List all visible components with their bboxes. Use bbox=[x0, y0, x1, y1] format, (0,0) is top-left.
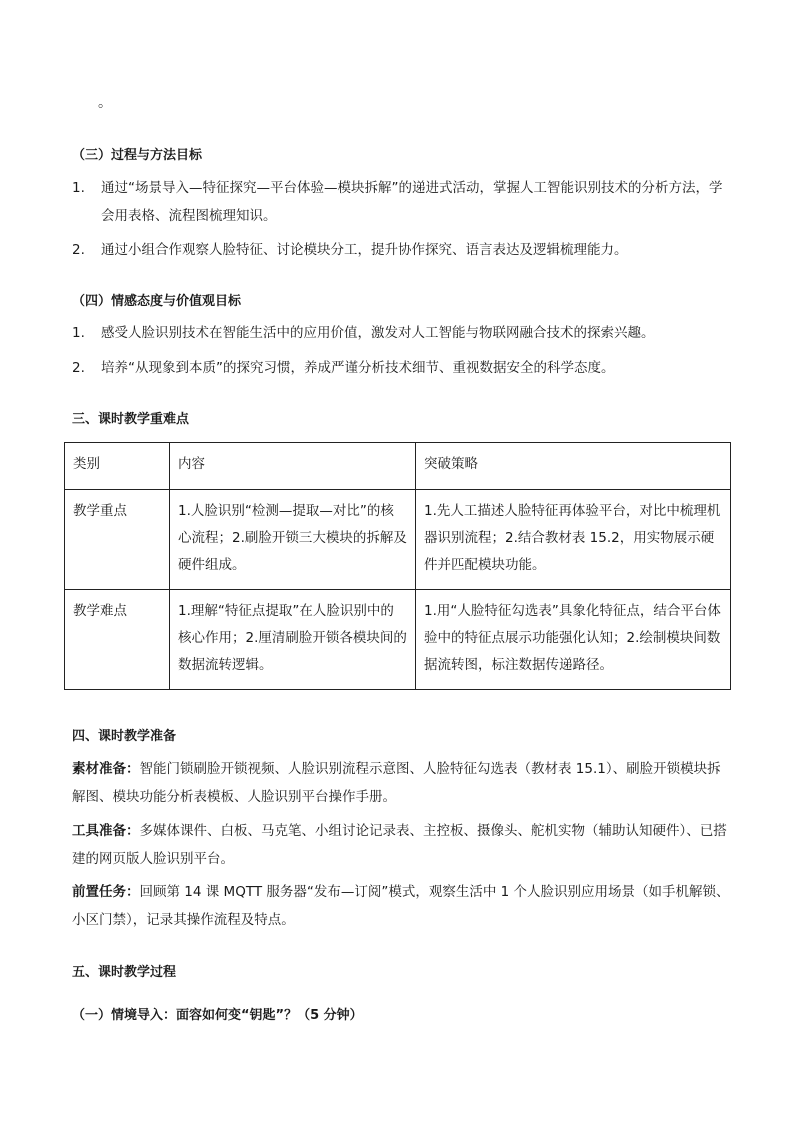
part-3-heading: 三、课时教学重难点 bbox=[72, 412, 190, 427]
key-points-table bbox=[64, 442, 731, 690]
table-cell-category: 教学难点 bbox=[65, 590, 170, 690]
table-cell-strategy: 1.先人工描述人脸特征再体验平台，对比中梳理机器识别流程；2.结合教材表 15.2，用实物展示硬件并匹配模块功能。 bbox=[416, 490, 731, 590]
table-header-category: 类别 bbox=[65, 443, 170, 490]
section-4-heading: （四）情感态度与价值观目标 bbox=[72, 294, 242, 309]
list-text: 培养“从现象到本质”的探究习惯，养成严谨分析技术细节、重视数据安全的科学态度。 bbox=[101, 360, 615, 376]
list-text: 通过“场景导入—特征探究—平台体验—模块拆解”的递进式活动，掌握人工智能识别技术的分析方法，学会用表格、流程图梳理知识。 bbox=[101, 180, 723, 224]
paragraph-label: 工具准备： bbox=[72, 823, 140, 839]
table-header-strategy: 突破策略 bbox=[416, 443, 731, 490]
paragraph-label: 素材准备： bbox=[72, 761, 140, 777]
list-item bbox=[72, 354, 732, 382]
table-header-row bbox=[65, 443, 731, 490]
paragraph-label: 前置任务： bbox=[72, 884, 140, 900]
table-row bbox=[65, 490, 731, 590]
table-cell-content: 1.人脸识别“检测—提取—对比”的核心流程；2.刷脸开锁三大模块的拆解及硬件组成。 bbox=[170, 490, 416, 590]
list-number: 1. bbox=[72, 180, 85, 196]
list-item bbox=[72, 174, 732, 230]
paragraph-text: 回顾第 14 课 MQTT 服务器“发布—订阅”模式，观察生活中 1 个人脸识别应用场景（如手机解锁、小区门禁），记录其操作流程及特点。 bbox=[72, 884, 730, 928]
table-cell-strategy: 1.用“人脸特征勾选表”具象化特征点，结合平台体验中的特征点展示功能强化认知；2.绘制模块间数据流转图，标注数据传递路径。 bbox=[416, 590, 731, 690]
paragraph-text: 多媒体课件、白板、马克笔、小组讨论记录表、主控板、摄像头、舵机实物（辅助认知硬件）、已搭建的网页版人脸识别平台。 bbox=[72, 823, 727, 867]
part-5-sub-heading: （一）情境导入：面容如何变“钥匙”？（5 分钟） bbox=[72, 1008, 363, 1023]
list-number: 2. bbox=[72, 242, 85, 258]
paragraph-text: 智能门锁刷脸开锁视频、人脸识别流程示意图、人脸特征勾选表（教材表 15.1）、刷脸开锁模块拆解图、模块功能分析表模板、人脸识别平台操作手册。 bbox=[72, 761, 721, 805]
list-item bbox=[72, 319, 732, 347]
section-3-heading: （三）过程与方法目标 bbox=[72, 148, 203, 163]
table-cell-content: 1.理解“特征点提取”在人脸识别中的核心作用；2.厘清刷脸开锁各模块间的数据流转逻辑。 bbox=[170, 590, 416, 690]
part-5-heading: 五、课时教学过程 bbox=[72, 965, 177, 980]
list-item bbox=[72, 236, 732, 264]
paragraph-pre-task bbox=[72, 878, 732, 934]
list-text: 感受人脸识别技术在智能生活中的应用价值，激发对人工智能与物联网融合技术的探索兴趣。 bbox=[101, 325, 655, 341]
text-fragment: 。 bbox=[98, 95, 112, 111]
table-header-content: 内容 bbox=[170, 443, 416, 490]
list-number: 1. bbox=[72, 325, 85, 341]
paragraph-materials bbox=[72, 755, 732, 811]
list-number: 2. bbox=[72, 360, 85, 376]
table-cell-category: 教学重点 bbox=[65, 490, 170, 590]
list-text: 通过小组合作观察人脸特征、讨论模块分工，提升协作探究、语言表达及逻辑梳理能力。 bbox=[101, 242, 628, 258]
table-row bbox=[65, 590, 731, 690]
paragraph-tools bbox=[72, 817, 732, 873]
part-4-heading: 四、课时教学准备 bbox=[72, 729, 177, 744]
